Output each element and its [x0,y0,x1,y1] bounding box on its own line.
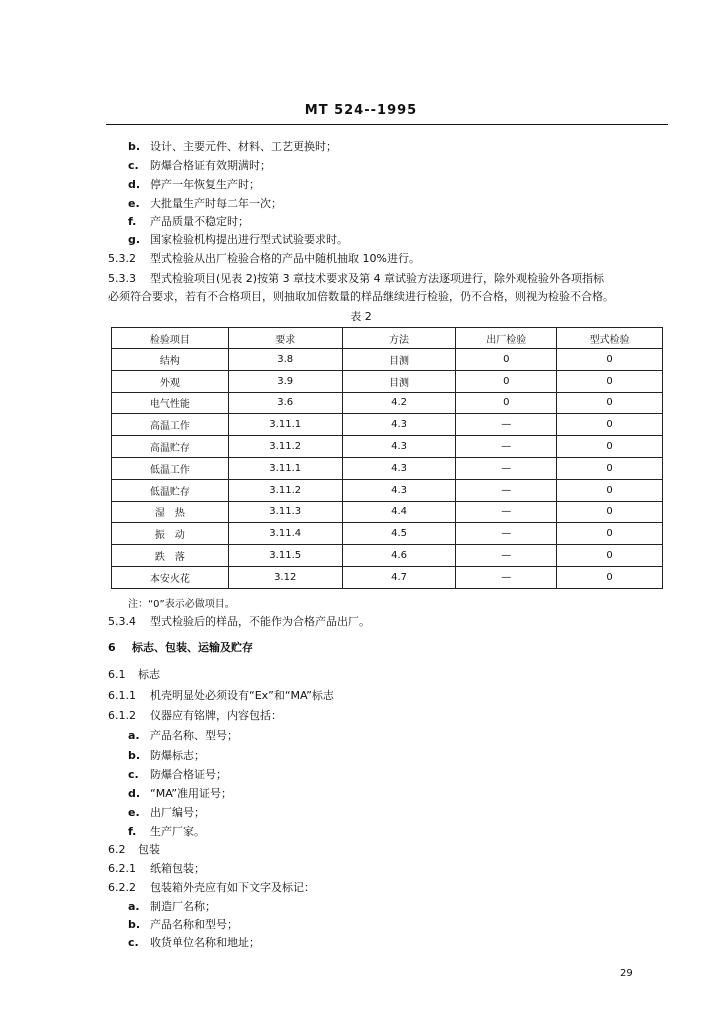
table-cell: 高温工作 [112,414,229,436]
list-item [128,215,249,229]
table-cell: — [456,501,557,523]
table-cell: 0 [456,349,557,371]
list-item-label: g. [128,233,141,246]
table-row [112,414,663,436]
list-item [128,787,232,801]
list-item [128,729,238,743]
table-note: 注：“0”表示必做项目。 [128,599,235,610]
list-item-label: b. [128,140,141,153]
table-cell: — [456,479,557,501]
table-cell: 0 [557,436,663,458]
list-item-label: a. [128,900,140,913]
clause-6-1-2 [108,709,282,723]
list-item-text: 产品名称和型号； [150,918,238,931]
list-item-label: c. [128,936,139,949]
table-cell: 4.6 [342,545,456,567]
table-cell: 0 [557,545,663,567]
table-cell: 0 [557,392,663,414]
table-cell: 跌 落 [112,545,229,567]
list-item-text: 大批量生产时每二年一次； [150,197,282,210]
list-item [128,140,337,154]
column-header: 型式检验 [557,328,663,349]
list-item-label: f. [128,825,137,838]
table-cell: 0 [557,501,663,523]
table-row [112,479,663,501]
list-item [128,936,260,950]
table-row [112,566,663,588]
table-cell: 目测 [342,370,456,392]
table-row [112,501,663,523]
list-item-text: “MA”准用证号； [150,787,233,800]
clause-number: 6.1.1 [108,689,136,702]
table-row [112,523,663,545]
table-cell: 4.3 [342,436,456,458]
clause-5-3-3 [108,272,604,286]
table-cell: — [456,457,557,479]
table-cell: 3.11.5 [228,545,342,567]
clause-number: 6.1.2 [108,709,136,722]
table-header-row [112,328,663,349]
list-item [128,918,238,932]
clause-text: 纸箱包装； [150,862,205,875]
table-cell: 低温工作 [112,457,229,479]
table-cell: 3.11.2 [228,479,342,501]
list-item-text: 生产厂家。 [150,825,205,838]
clause-5-3-3-continued [108,290,614,304]
table-cell: — [456,566,557,588]
list-item-text: 收货单位名称和地址； [150,936,260,949]
list-item-text: 产品质量不稳定时； [150,215,249,228]
list-item [128,178,260,192]
table-cell: 3.12 [228,566,342,588]
table-cell: 3.8 [228,349,342,371]
column-header: 要求 [228,328,342,349]
list-item-text: 防爆合格证有效期满时； [150,159,271,172]
list-item-text: 国家检验机构提出进行型式试验要求时。 [150,233,348,246]
clause-text: 仪器应有铭牌，内容包括： [150,709,282,722]
table-cell: — [456,414,557,436]
table-cell: 0 [557,457,663,479]
table-row [112,436,663,458]
table-cell: 3.11.1 [228,457,342,479]
table-cell: 3.9 [228,370,342,392]
header-rule [106,124,668,125]
clause-number: 6.1 [108,668,126,681]
table-cell: 4.3 [342,479,456,501]
document-header: MT 524--1995 [304,103,418,118]
section-6-heading [108,641,253,655]
clause-number: 6.2 [108,843,126,856]
clause-6-2 [108,843,160,857]
clause-text: 必须符合要求，若有不合格项目，则抽取加倍数量的样品继续进行检验，仍不合格，则视为检验不合格。 [108,290,614,303]
clause-number: 5.3.2 [108,252,136,265]
list-item-label: d. [128,787,141,800]
table-cell: 低温贮存 [112,479,229,501]
table-cell: 3.11.2 [228,436,342,458]
clause-number: 6.2.1 [108,862,136,875]
table-cell: 0 [557,349,663,371]
list-item [128,768,227,782]
list-item-label: b. [128,918,141,931]
list-item-label: b. [128,749,141,762]
list-item-label: e. [128,806,140,819]
list-item-text: 制造厂名称； [150,900,216,913]
list-item-label: c. [128,159,139,172]
table-cell: 外观 [112,370,229,392]
table-cell: — [456,436,557,458]
table-cell: 目测 [342,349,456,371]
list-item [128,806,205,820]
table-row [112,370,663,392]
table-cell: 4.5 [342,523,456,545]
list-item-text: 设计、主要元件、材料、工艺更换时； [150,140,337,153]
clause-number: 6.2.2 [108,881,136,894]
table-cell: 0 [557,370,663,392]
section-number: 6 [108,641,116,654]
table-row [112,457,663,479]
table-cell: — [456,545,557,567]
table-cell: 本安火花 [112,566,229,588]
table-cell: 电气性能 [112,392,229,414]
table-cell: 0 [557,523,663,545]
inspection-table [111,327,663,589]
clause-6-1 [108,668,160,682]
table-cell: 0 [456,370,557,392]
list-item [128,233,348,247]
page-number: 29 [620,968,633,979]
list-item [128,197,282,211]
list-item-text: 防爆标志； [150,749,205,762]
table-cell: 3.11.1 [228,414,342,436]
table-cell: 0 [557,479,663,501]
table-cell: 0 [557,566,663,588]
table-cell: 3.6 [228,392,342,414]
table-cell: 结构 [112,349,229,371]
list-item-label: f. [128,215,137,228]
clause-text: 标志 [138,668,160,681]
table-title: 表 2 [350,310,372,323]
clause-number: 5.3.3 [108,272,136,285]
list-item-label: e. [128,197,140,210]
clause-6-1-1 [108,689,334,703]
list-item-label: a. [128,729,140,742]
list-item-label: c. [128,768,139,781]
list-item [128,159,271,173]
clause-5-3-4 [108,615,370,629]
table-cell: 3.11.4 [228,523,342,545]
clause-text: 包装 [138,843,160,856]
clause-6-2-1 [108,862,205,876]
clause-5-3-2 [108,252,420,266]
list-item [128,825,205,839]
table-cell: 振 动 [112,523,229,545]
clause-text: 型式检验项目(见表 2)按第 3 章技术要求及第 4 章试验方法逐项进行，除外观检验外各项指标 [150,272,605,285]
column-header: 出厂检验 [456,328,557,349]
clause-number: 5.3.4 [108,615,136,628]
table-cell: 4.4 [342,501,456,523]
list-item-text: 出厂编号； [150,806,205,819]
table-row [112,545,663,567]
clause-text: 包装箱外壳应有如下文字及标记： [150,881,315,894]
list-item-text: 产品名称、型号； [150,729,238,742]
table-cell: — [456,523,557,545]
table-cell: 4.3 [342,457,456,479]
clause-text: 机壳明显处必须设有“Ex”和“MA”标志 [150,689,334,702]
table-cell: 3.11.3 [228,501,342,523]
column-header: 检验项目 [112,328,229,349]
clause-text: 型式检验从出厂检验合格的产品中随机抽取 10%进行。 [150,252,420,265]
table-cell: 4.2 [342,392,456,414]
list-item-text: 防爆合格证号； [150,768,227,781]
table-cell: 高温贮存 [112,436,229,458]
table-cell: 0 [456,392,557,414]
clause-6-2-2 [108,881,315,895]
table-cell: 0 [557,414,663,436]
list-item [128,749,205,763]
list-item-label: d. [128,178,141,191]
table-row [112,392,663,414]
table-row [112,349,663,371]
list-item [128,900,216,914]
table-cell: 湿 热 [112,501,229,523]
list-item-text: 停产一年恢复生产时； [150,178,260,191]
table-cell: 4.3 [342,414,456,436]
clause-text: 型式检验后的样品，不能作为合格产品出厂。 [150,615,370,628]
table-cell: 4.7 [342,566,456,588]
column-header: 方法 [342,328,456,349]
section-title: 标志、包装、运输及贮存 [132,641,253,654]
